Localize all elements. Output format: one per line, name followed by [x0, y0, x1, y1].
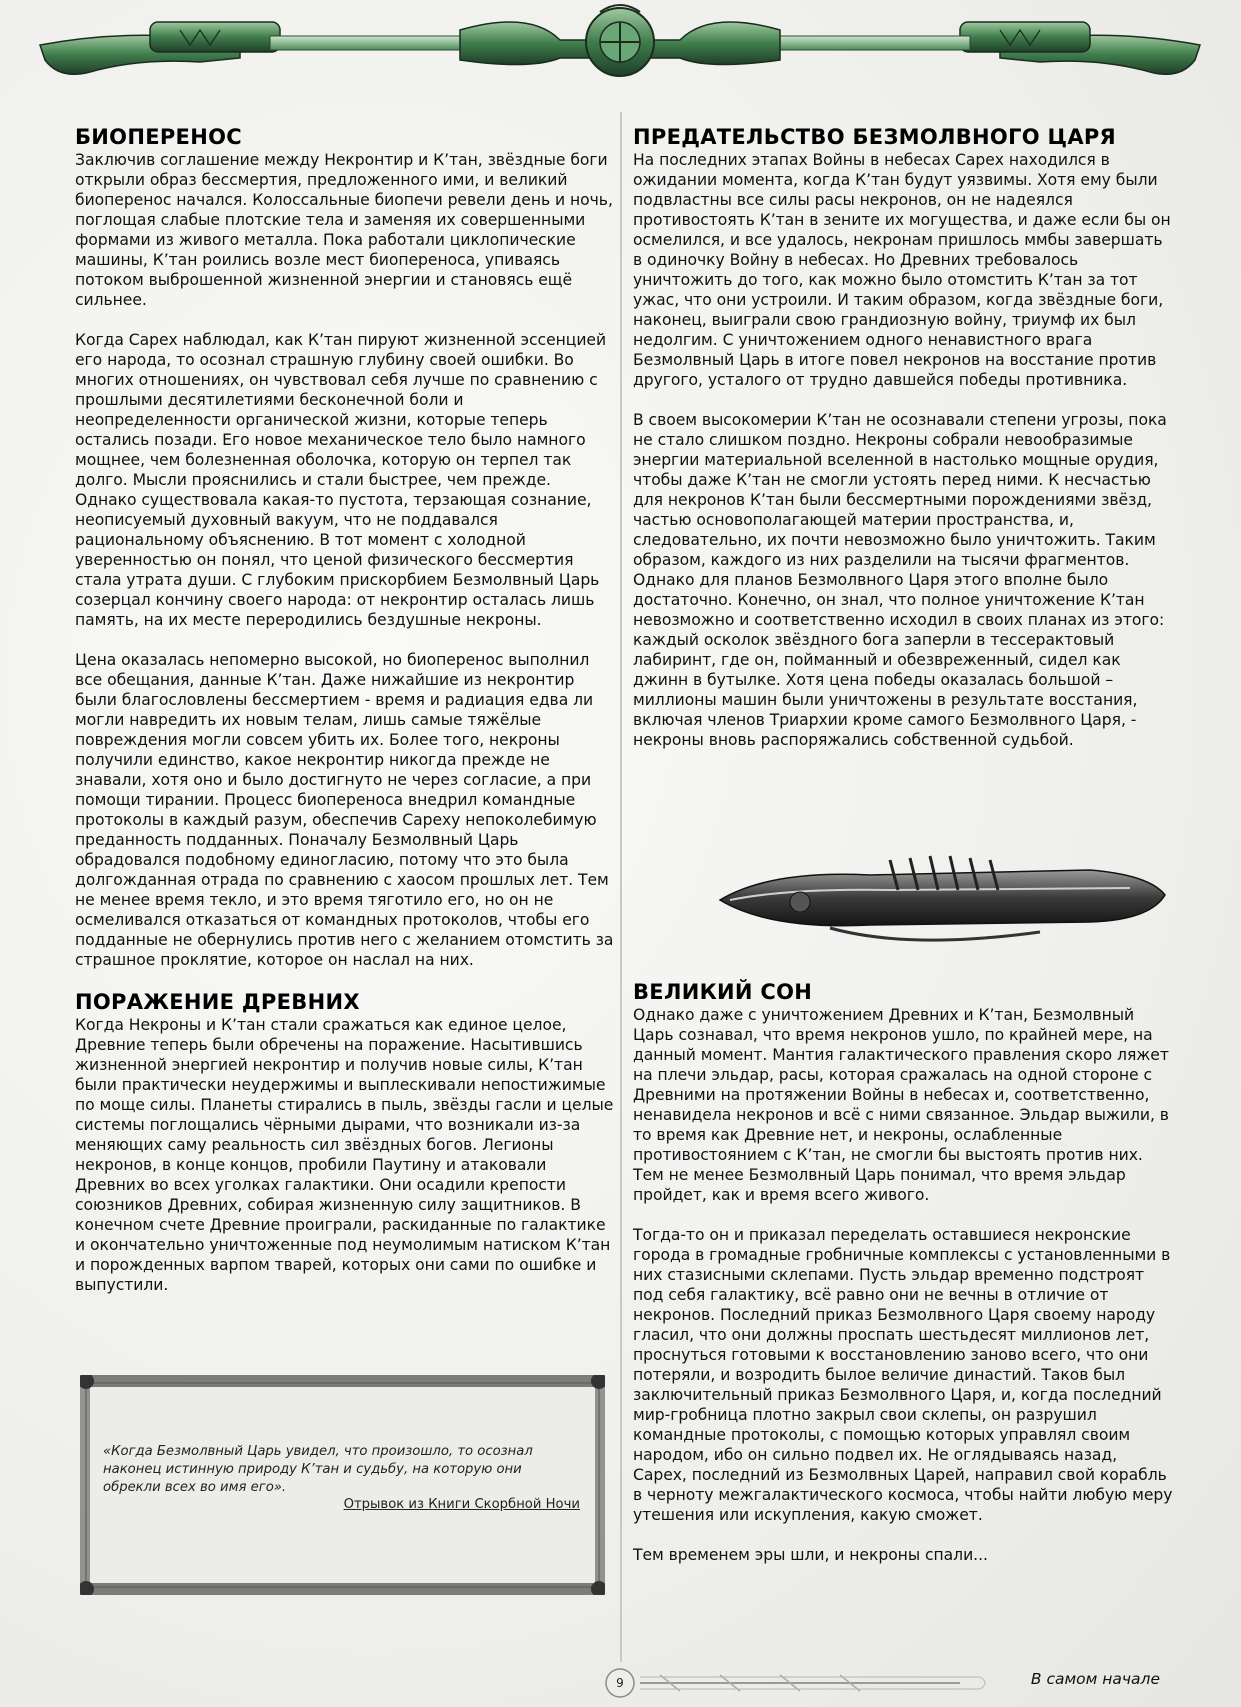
column-divider [619, 112, 623, 1662]
section-defeat-of-old-ones [75, 990, 615, 1295]
paragraph: Тем временем эры шли, и некроны спали... [633, 1546, 988, 1564]
section-biotransference [75, 125, 615, 970]
section-betrayal [633, 125, 1173, 750]
left-column [75, 125, 615, 1315]
ship-illustration [710, 840, 1170, 960]
paragraph: Тогда-то он и приказал переделать оставшиеся некронские города в громадные гробничные комплексы с установленными в них стазисными склепами. Пусть эльдар временно подстроят под себя галактику, всё равно они не вечны в отличие от некронов. Последний приказ Безмолвного Царя своему народу гласил, что они должны проспать шестьдесят миллионов лет, проснуться готовыми к восстановлению заново всего, что они потеряли, и возродить былое величие династий. Таков был заключительный приказ Безмолвного Царя, и, когда последний мир-гробница плотно закрыл свои склепы, он разрушил командные протоколы, с помощью которых управлял своим народом, ибо он сильно подвел их. Не оглядываясь назад, Сарех, последний из Безмолвных Царей, направил свой корабль в черноту межгалактического космоса, чтобы найти любую меру утешения или искупления, какую сможет. [633, 1226, 1173, 1524]
section-heading: ПОРАЖЕНИЕ ДРЕВНИХ [75, 990, 360, 1014]
section-great-sleep [633, 980, 1173, 1565]
paragraph: На последних этапах Войны в небесах Сарех находился в ожидании момента, когда К’тан будут уязвимы. Хотя ему были подвластны все силы расы некронов, он не надеялся противостоять К’тан в зените их могущества, и даже если бы он осмелился, и все удалось, некронам пришлось ммбы завершать в одиночку Войну в небесах. Но Древних требовалось уничтожить до того, как можно было отомстить К’тан за тот ужас, что они устроили. И таким образом, когда звёздные боги, наконец, выиграли свою грандиозную войну, триумф их был недолгим. С уничтожением одного ненавистного врага Безмолвный Царь в итоге повел некронов на восстание против другого, усталого от трудно давшейся победы противника. [633, 151, 1171, 389]
footer-title: В самом начале [1030, 1670, 1160, 1688]
header-ornament [0, 0, 1241, 110]
section-heading: ПРЕДАТЕЛЬСТВО БЕЗМОЛВНОГО ЦАРЯ [633, 125, 1117, 149]
quote-text: «Когда Безмолвный Царь увидел, что произошло, то осознал наконец истинную природу К’тан и судьбу, на которую они обрекли всех во имя его». [103, 1444, 533, 1495]
section-heading: БИОПЕРЕНОС [75, 125, 242, 149]
page-number: 9 [616, 1676, 624, 1690]
paragraph: Цена оказалась непомерно высокой, но биоперенос выполнил все обещания, данные К’тан. Даже нижайшие из некронтир были благословлены бессмертием - время и радиация едва ли могли навредить их новым телам, лишь самые тяжёлые повреждения могли совсем убить их. Более того, некроны получили единство, какое некронтир никогда прежде не знавали, хотя оно и было достигнуто не через согласие, а при помощи тирании. Процесс биопереноса внедрил командные протоколы в каждый разум, обеспечив Сареху непоколебимую преданность подданных. Поначалу Безмолвный Царь обрадовался подобному единогласию, потому что это была долгожданная отрада по сравнению с хаосом прошлых лет. Тем не менее время текло, и это время тяготило его, но он не осмеливался отказаться от командных протоколов, чтобы его подданные не обернулись против него с желанием отомстить за страшное проклятие, которое он наслал на них. [75, 651, 614, 969]
paragraph: Однако даже с уничтожением Древних и К’тан, Безмолвный Царь сознавал, что время некронов ушло, по крайней мере, на данный момент. Мантия галактического правления скоро ляжет на плечи эльдар, расы, которая сражалась на одной стороне с Древними на протяжении Войны в небесах и, соответственно, ненавидела некронов и всё с ними связанное. Эльдар выжили, в то время как Древние нет, и некроны, ослабленные противостоянием с К’тан, не смогли бы выстоять против них. Тем не менее Безмолвный Царь понимал, что время эльдар пройдет, как и время всего живого. [633, 1006, 1169, 1204]
paragraph: Когда Сарех наблюдал, как К’тан пируют жизненной эссенцией его народа, то осознал страшную глубину своей ошибки. Во многих отношениях, он чувствовал себя лучше по сравнению с прошлыми десятилетиями бесконечной боли и неопределенности органической жизни, которые теперь остались позади. Его новое механическое тело было намного мощнее, чем болезненная оболочка, которую он терпел так долго. Мысли прояснились и стали быстрее, чем прежде. Однако существовала какая-то пустота, терзающая сознание, неописуемый духовный вакуум, что не поддавался рациональному объяснению. В тот момент с холодной уверенностью он понял, что ценой физического бессмертия стала утрата души. С глубоким прискорбием Безмолвный Царь созерцал кончину своего народа: от некронтир осталась лишь память, на их месте переродились бездушные некроны. [75, 331, 607, 629]
right-column [633, 125, 1173, 770]
quote-source: Отрывок из Книги Скорбной Ночи [343, 1497, 580, 1512]
right-column-lower [633, 980, 1173, 1585]
paragraph: В своем высокомерии К’тан не осознавали степени угрозы, пока не стало слишком поздно. Некроны собрали невообразимые энергии материальной вселенной в настолько мощные орудия, чтобы даже К’тан не смогли устоять перед ними. К несчастью для некронов К’тан были бессмертными порождениями звёзд, частью основополагающей материи пространства, и, следовательно, их почти невозможно было уничтожить. Таким образом, каждого из них разделили на тысячи фрагментов. Однако для планов Безмолвного Царя этого вполне было достаточно. Конечно, он знал, что полное уничтожение К’тан невозможно и соответственно исходил в своих планах из этого: каждый осколок звёздного бога заперли в тессерактовый лабиринт, где он, пойманный и обезвреженный, сидел как джинн в бутылке. Хотя цена победы оказалась большой – миллионы машин были уничтожены в результате восстания, включая членов Триархии кроме самого Безмолвного Царя, - некроны вновь распоряжались собственной судьбой. [633, 411, 1167, 749]
paragraph: Заключив соглашение между Некронтир и К’тан, звёздные боги открыли образ бессмертия, предложенного ими, и великий биоперенос начался. Колоссальные биопечи ревели день и ночь, поглощая слабые плотские тела и заменяя их совершенными формами из живого металла. Пока работали циклопические машины, К’тан роились возле мест биопереноса, упиваясь потоком выброшенной жизненной энергии и становясь ещё сильнее. [75, 151, 613, 309]
section-heading: ВЕЛИКИЙ СОН [633, 980, 813, 1004]
paragraph: Когда Некроны и К’тан стали сражаться как единое целое, Древние теперь были обречены на поражение. Насытившись жизненной энергией некронтир и получив новые силы, К’тан были практически неудержимы и выплескивали непостижимые по моще силы. Планеты стирались в пыль, звёзды гасли и целые системы поглощались чёрными дырами, что возникали из-за меняющих саму реальность сил звёздных богов. Легионы некронов, в конце концов, пробили Паутину и атаковали Древних во всех уголках галактики. Они осадили крепости союзников Древних, собирая жизненную силу защитников. В конечном счете Древние проиграли, раскиданные по галактике и окончательно уничтоженные под неумолимым натиском К’тан и порожденных варпом тварей, которых они сами по ошибке и выпустили. [75, 1016, 614, 1294]
